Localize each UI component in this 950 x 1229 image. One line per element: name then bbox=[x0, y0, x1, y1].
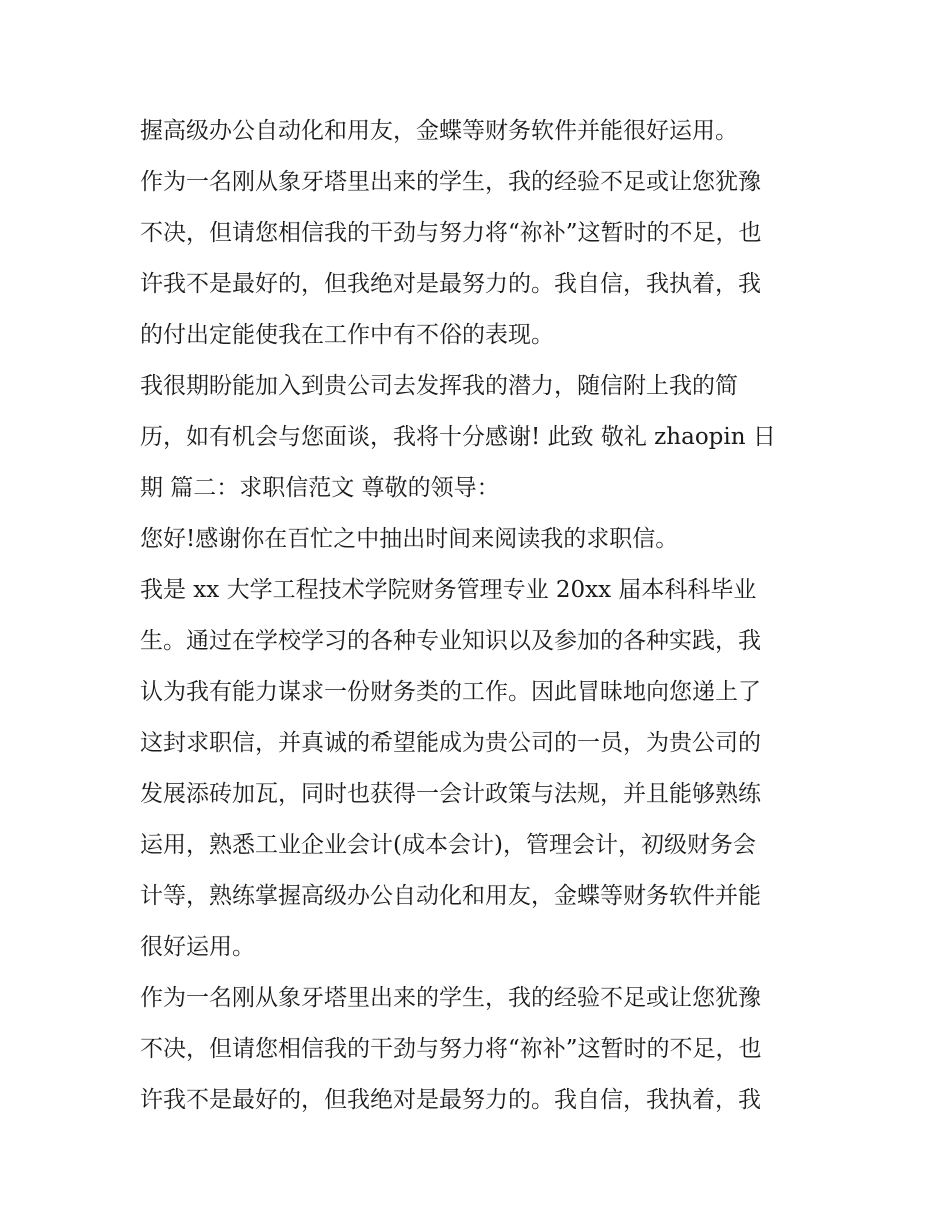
text-line: 不决，但请您相信我的干劲与努力将“祢补”这暂时的不足，也 bbox=[140, 220, 762, 246]
text-line: 历，如有机会与您面谈，我将十分感谢! 此致 敬礼 zhaopin 日 bbox=[140, 424, 776, 450]
text-line: 计等，熟练掌握高级办公自动化和用友，金蝶等财务软件并能 bbox=[140, 883, 761, 909]
text-line: 我很期盼能加入到贵公司去发挥我的潜力，随信附上我的简 bbox=[140, 373, 738, 399]
text-line: 运用，熟悉工业企业会计(成本会计)，管理会计，初级财务会 bbox=[140, 832, 756, 858]
text-line: 许我不是最好的，但我绝对是最努力的。我自信，我执着，我 bbox=[140, 1087, 761, 1113]
text-line: 作为一名刚从象牙塔里出来的学生，我的经验不足或让您犹豫 bbox=[140, 985, 761, 1011]
text-line: 您好!感谢你在百忙之中抽出时间来阅读我的求职信。 bbox=[140, 526, 679, 552]
text-line: 不决，但请您相信我的干劲与努力将“祢补”这暂时的不足，也 bbox=[140, 1036, 762, 1062]
document-body bbox=[140, 106, 820, 1126]
text-line: 期 篇二：求职信范文 尊敬的领导： bbox=[140, 475, 500, 501]
text-line: 我是 xx 大学工程技术学院财务管理专业 20xx 届本科科毕业 bbox=[140, 577, 757, 603]
text-line: 许我不是最好的，但我绝对是最努力的。我自信，我执着，我 bbox=[140, 271, 761, 297]
text-line: 发展添砖加瓦，同时也获得一会计政策与法规，并且能够熟练 bbox=[140, 781, 761, 807]
text-line: 作为一名刚从象牙塔里出来的学生，我的经验不足或让您犹豫 bbox=[140, 169, 761, 195]
text-line: 很好运用。 bbox=[140, 934, 255, 960]
text-line: 生。通过在学校学习的各种专业知识以及参加的各种实践，我 bbox=[140, 628, 761, 654]
text-line: 的付出定能使我在工作中有不俗的表现。 bbox=[140, 322, 554, 348]
text-line: 握高级办公自动化和用友，金蝶等财务软件并能很好运用。 bbox=[140, 118, 738, 144]
text-line: 这封求职信，并真诚的希望能成为贵公司的一员，为贵公司的 bbox=[140, 730, 761, 756]
text-line: 认为我有能力谋求一份财务类的工作。因此冒昧地向您递上了 bbox=[140, 679, 761, 705]
